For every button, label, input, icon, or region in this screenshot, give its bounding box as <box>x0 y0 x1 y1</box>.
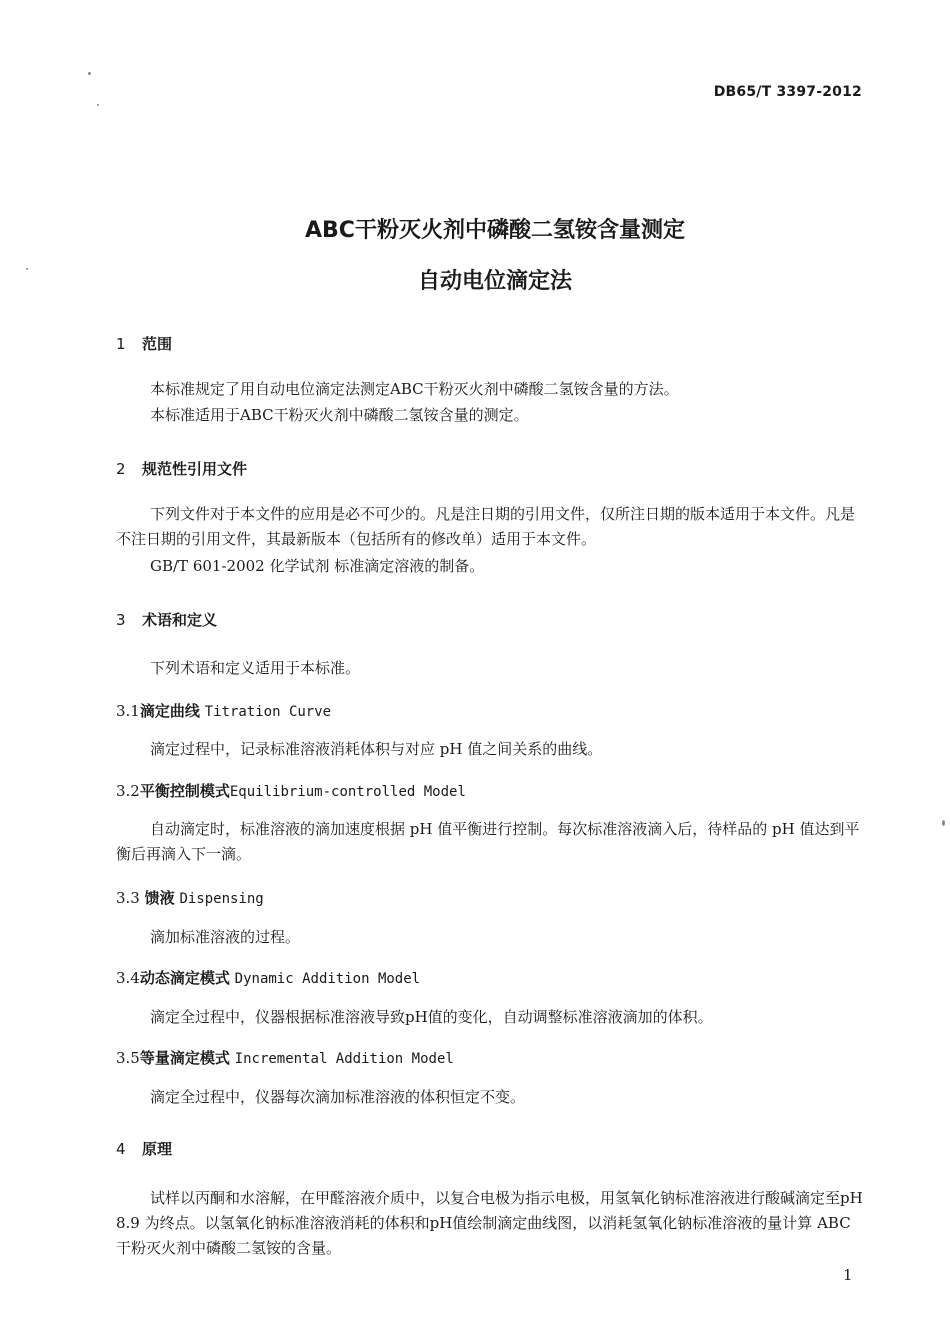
section-number: 2 <box>116 460 126 478</box>
term-zh: 等量滴定模式 <box>139 1049 230 1067</box>
subsection-heading <box>116 967 420 988</box>
paragraph: 试样以丙酮和水溶解，在甲醛溶液介质中，以复合电极为指示电极，用氢氧化钠标准溶液进行酸碱滴定至pH 8.9 为终点。以氢氧化钠标准溶液消耗的体积和pH值绘制滴定曲线图，以消耗氢氧化钠标准溶液的量计算 ABC 干粉灭火剂中磷酸二氢铵的含量。 <box>116 1189 863 1257</box>
paragraph: 滴定全过程中，仪器根据标准溶液导致pH值的变化，自动调整标准溶液滴加的体积。 <box>150 1008 713 1026</box>
paragraph: 滴定全过程中，仪器每次滴加标准溶液的体积恒定不变。 <box>150 1088 526 1106</box>
subsection-heading <box>116 700 331 721</box>
section-heading-4 <box>116 1138 172 1159</box>
subsection-heading <box>116 887 264 908</box>
section-title: 范围 <box>142 335 173 353</box>
scan-speck <box>942 820 945 826</box>
page-number: 1 <box>843 1266 853 1284</box>
paragraph: 本标准规定了用自动电位滴定法测定ABC干粉灭火剂中磷酸二氢铵含量的方法。 <box>150 380 679 398</box>
paragraph: 下列术语和定义适用于本标准。 <box>150 659 361 677</box>
term-en: Incremental Addition Model <box>234 1051 454 1067</box>
section-heading-2 <box>116 458 247 479</box>
section-title: 术语和定义 <box>142 611 218 629</box>
section-number: 4 <box>116 1140 126 1158</box>
term-zh: 动态滴定模式 <box>139 969 230 987</box>
paragraph: 滴加标准溶液的过程。 <box>150 928 301 946</box>
term-en: Dispensing <box>179 891 264 907</box>
document-subtitle: 自动电位滴定法 <box>417 269 572 294</box>
term-en: Dynamic Addition Model <box>234 971 421 987</box>
subsection-number: 3.3 <box>116 889 140 907</box>
paragraph: 下列文件对于本文件的应用是必不可少的。凡是注日期的引用文件，仅所注日期的版本适用于本文件。凡是不注日期的引用文件，其最新版本（包括所有的修改单）适用于本文件。 <box>116 505 856 548</box>
term-zh: 馈液 <box>144 889 175 907</box>
scan-speck <box>97 104 99 106</box>
section-number: 3 <box>116 611 126 629</box>
paragraph: 本标准适用于ABC干粉灭火剂中磷酸二氢铵含量的测定。 <box>150 406 529 424</box>
scan-speck <box>88 72 91 75</box>
section-title: 原理 <box>142 1140 173 1158</box>
section-heading-3 <box>116 609 217 630</box>
section-number: 1 <box>116 335 126 353</box>
standard-code: DB65/T 3397-2012 <box>713 84 862 100</box>
subsection-number: 3.5 <box>116 1049 140 1067</box>
section-title: 规范性引用文件 <box>142 460 248 478</box>
paragraph: 自动滴定时，标准溶液的滴加速度根据 pH 值平衡进行控制。每次标准溶液滴入后，待样品的 pH 值达到平衡后再滴入下一滴。 <box>116 820 860 863</box>
subsection-number: 3.2 <box>116 782 140 800</box>
term-en: Equilibrium-controlled Model <box>229 784 466 800</box>
term-zh: 平衡控制模式 <box>139 782 230 800</box>
subsection-heading <box>116 1047 454 1068</box>
subsection-number: 3.1 <box>116 702 140 720</box>
term-zh: 滴定曲线 <box>139 702 200 720</box>
paragraph: GB/T 601-2002 化学试剂 标准滴定溶液的制备。 <box>150 557 485 575</box>
document-title: ABC干粉灭火剂中磷酸二氢铵含量测定 <box>305 218 685 243</box>
term-en: Titration Curve <box>204 704 332 720</box>
paragraph: 滴定过程中，记录标准溶液消耗体积与对应 pH 值之间关系的曲线。 <box>150 740 603 758</box>
subsection-heading <box>116 780 466 801</box>
section-heading-1 <box>116 333 172 354</box>
subsection-number: 3.4 <box>116 969 140 987</box>
